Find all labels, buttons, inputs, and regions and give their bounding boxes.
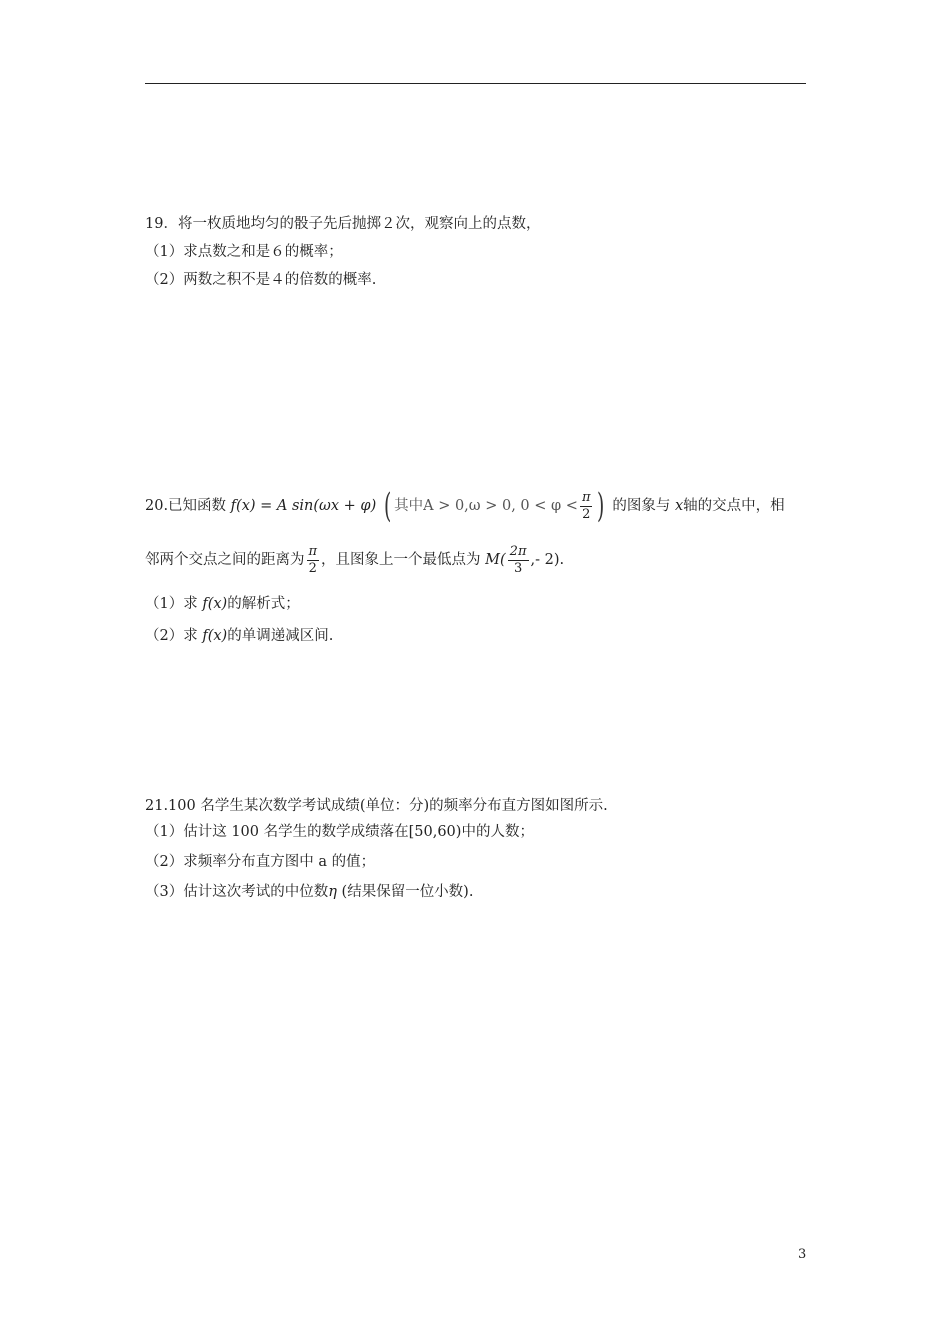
q20-line2-b: ，且图象上一个最低点为 bbox=[321, 552, 481, 568]
fx: f(x) bbox=[202, 596, 228, 612]
pi-over-2-fraction: $\frac{\pi}{2}$ bbox=[581, 489, 591, 522]
left-paren: ( bbox=[383, 486, 392, 526]
q20-condition: 其中A > 0,ω > 0, 0 < φ < bbox=[394, 498, 578, 514]
fx: f(x) bbox=[202, 628, 228, 644]
q20-part2: （2）求 f(x)的单调递减区间. bbox=[145, 628, 334, 644]
q21-stem: 21.100 名学生某次数学考试成绩(单位：分)的频率分布直方图如图所示. bbox=[145, 798, 608, 814]
q20-function: f(x) = A sin(ωx + φ) bbox=[230, 498, 377, 514]
q20-intro: 20.已知函数 bbox=[145, 498, 227, 514]
q19-part1: （1）求点数之和是６的概率； bbox=[145, 244, 343, 260]
q20-line1 bbox=[145, 486, 785, 526]
point-tail: ,- 2) bbox=[530, 552, 560, 568]
right-paren: ) bbox=[597, 486, 605, 526]
q20-period: . bbox=[559, 552, 565, 568]
q21-part3: （3）估计这次考试的中位数η (结果保留一位小数). bbox=[145, 884, 474, 900]
header-rule bbox=[145, 83, 806, 84]
q19-part2: （2）两数之积不是４的倍数的概率. bbox=[145, 272, 377, 288]
distance-fraction: $\frac{\pi}{2}$ bbox=[308, 543, 318, 576]
two-pi-over-3-fraction: $\frac{2\pi}{3}$ bbox=[509, 543, 527, 576]
page-number: 3 bbox=[798, 1247, 807, 1262]
q20-line2-a: 邻两个交点之间的距离为 bbox=[145, 552, 305, 568]
eta-symbol: η bbox=[328, 884, 337, 900]
q20-axis-text: 轴的交点中，相 bbox=[683, 498, 785, 514]
q19-stem: 19．将一枚质地均匀的骰子先后抛掷２次，观察向上的点数， bbox=[145, 216, 541, 232]
q20-part1: （1）求 f(x)的解析式； bbox=[145, 596, 300, 612]
point-m: M( bbox=[485, 552, 506, 568]
q21-part1: （1）估计这 100 名学生的数学成绩落在[50,60)中的人数； bbox=[145, 824, 534, 840]
q21-part2: （2）求频率分布直方图中 a 的值； bbox=[145, 854, 376, 870]
x-var: x bbox=[674, 498, 684, 514]
q20-line2 bbox=[145, 540, 564, 580]
q20-after-cond: 的图象与 bbox=[612, 498, 671, 514]
